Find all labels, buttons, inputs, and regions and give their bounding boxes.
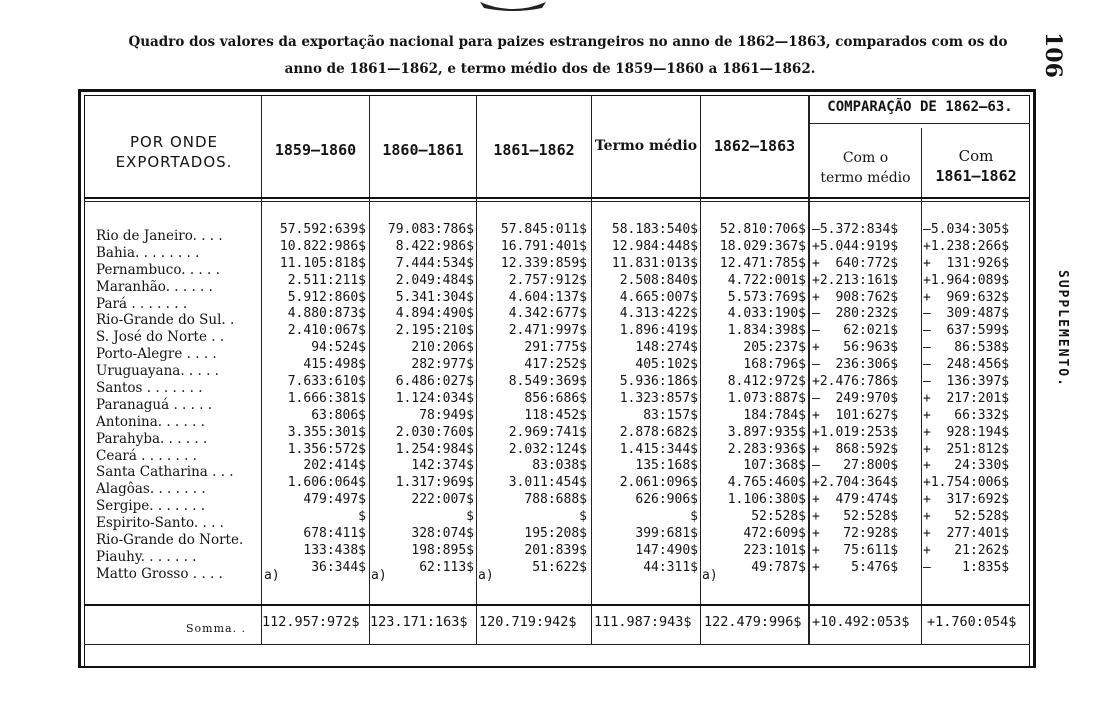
row-labels [96,228,264,583]
table-cell: 94:524$ [311,340,366,356]
header-rule [84,197,1030,199]
row-label: Paranaguá . . . . . [96,396,213,413]
table-cell: 3.355:301$ [287,424,366,440]
table-cell: — 236:306$ [812,357,899,373]
column-comp-1861-1862 [923,221,1029,576]
comparison-rule [809,123,1030,124]
table-cell: 1.666:381$ [287,390,366,406]
table-cell: +2.704:364$ [812,475,899,491]
table-cell: 4.765:460$ [727,475,806,491]
column-comp-termo-medio [812,221,920,576]
table-cell: 4.604:137$ [508,289,587,305]
table-cell: 788:688$ [524,492,587,508]
table-cell: —5.372:834$ [812,222,899,237]
table-cell: 2.195:210$ [395,323,474,339]
table-cell: 2.061:096$ [619,475,698,491]
table-cell: 44:311$ [643,559,698,575]
table-cell: 49:787$ [751,559,806,575]
table-cell: 417:252$ [524,357,587,373]
row-label: Sergipe. . . . . . . [96,498,206,515]
table-cell: + 969:632$ [923,289,1010,305]
table-cell: $ [579,509,587,525]
note-marker: a) [264,568,280,583]
column-1859-1860 [262,221,366,576]
table-cell: $ [690,509,698,525]
table-cell: 223:101$ [743,542,806,558]
table-cell: +1.754:006$ [923,475,1010,491]
table-cell: 1.073:887$ [727,390,806,406]
table-cell: 83:157$ [643,407,698,423]
table-cell: 201:839$ [524,542,587,558]
table-cell: 79.083:786$ [387,222,474,237]
total-1861-1862: 120.719:942$ [479,614,577,630]
note-marker: a) [478,568,494,583]
table-cell: 4.342:677$ [508,306,587,322]
table-cell: — 136:397$ [923,374,1010,390]
table-cell: 133:438$ [303,542,366,558]
table-cell: 2.969:741$ [508,424,587,440]
row-label: Uruguayana. . . . . [96,363,219,380]
table-cell: 63:806$ [311,407,366,423]
row-label: Piauhy. . . . . . . [96,548,197,565]
total-1862-1863: 122.479:996$ [704,614,802,630]
table-cell: 107:368$ [743,458,806,474]
table-cell: + 75:611$ [812,542,899,558]
table-cell: 8.549:369$ [508,374,587,390]
page-title-line1: Quadro dos valores da exportação nacional para paizes estrangeiros no anno de 1862—1863, comparados com os do [128,34,1008,50]
table-cell: 83:038$ [532,458,587,474]
table-cell: 2.757:912$ [508,272,587,288]
row-label: Antonina. . . . . . [96,413,205,430]
table-cell: 168:796$ [743,357,806,373]
bottom-rule [78,666,1036,668]
header-1861-1862: 1861—1862 [493,141,575,159]
table-cell: 12.339:859$ [500,255,587,271]
table-cell: + 908:762$ [812,289,899,305]
table-cell: 142:374$ [411,458,474,474]
table-cell: 5.912:860$ [287,289,366,305]
table-cell: 62:113$ [419,559,474,575]
header-comp-termo-medio: Com o termo médio [820,150,911,186]
total-1859-1860: 112.957:972$ [262,614,360,630]
table-cell: 4.894:490$ [395,306,474,322]
table-cell: +2.213:161$ [812,272,899,288]
table-cell: $ [358,509,366,525]
page-number: 106 [1040,32,1066,78]
table-cell: — 309:487$ [923,306,1010,322]
page-title-line2: anno de 1861—1862, e termo médio dos de 1859—1860 a 1861—1862. [284,61,816,77]
table-cell: 1.834:398$ [727,323,806,339]
table-cell: 12.471:785$ [719,255,806,271]
table-cell: 202:414$ [303,458,366,474]
table-cell: 58.183:540$ [611,222,698,237]
row-label: Parahyba. . . . . . [96,430,208,447]
table-cell: 1.606:064$ [287,475,366,491]
table-cell: 1.415:344$ [619,441,698,457]
row-label: Santa Catharina . . . [96,464,234,481]
totals-label: Somma. . [186,622,247,635]
table-cell: + 640:772$ [812,255,899,271]
table-cell: + 24:330$ [923,458,1010,474]
table-cell: 2.511:211$ [287,272,366,288]
table-cell: 328:074$ [411,526,474,542]
row-label: Maranhão. . . . . . [96,278,213,295]
table-cell: 856:686$ [524,390,587,406]
table-cell: + 66:332$ [923,407,1010,423]
column-termo-medio [592,221,698,576]
table-cell: 222:007$ [411,492,474,508]
table-cell: — 280:232$ [812,306,899,322]
side-label: SUPPLEMENTO. [1055,270,1070,388]
table-cell: 8.422:986$ [395,238,474,254]
table-cell: 1.323:857$ [619,390,698,406]
table-cell: + 56:963$ [812,340,899,356]
bottom-rule [84,644,1030,645]
table-cell: 4.880:873$ [287,306,366,322]
table-cell: 2.283:936$ [727,441,806,457]
table-cell: 4.722:001$ [727,272,806,288]
table-cell: 57.592:639$ [279,222,366,237]
table-cell: 2.032:124$ [508,441,587,457]
table-cell: 5.936:186$ [619,374,698,390]
table-cell: 4.665:007$ [619,289,698,305]
table-cell: 3.897:935$ [727,424,806,440]
table-cell: 1.254:984$ [395,441,474,457]
table-cell: 118:452$ [524,407,587,423]
table-cell: + 52:528$ [923,509,1010,525]
row-label: Pernambuco. . . . . [96,261,220,278]
column-1862-1863 [701,221,806,576]
table-cell: 11.105:818$ [279,255,366,271]
header-origin: POR ONDE EXPORTADOS. [115,133,233,171]
table-cell: 4.033:190$ [727,306,806,322]
table-cell: + 52:528$ [812,509,899,525]
table-cell: 36:344$ [311,559,366,575]
table-cell: 11.831:013$ [611,255,698,271]
header-comparison: COMPARAÇÃO DE 1862—63. [827,99,1013,115]
table-cell: 205:237$ [743,340,806,356]
table-cell: + 317:692$ [923,492,1010,508]
table-cell: 4.313:422$ [619,306,698,322]
column-1861-1862 [477,221,587,576]
header-1862-1863: 1862—1863 [713,137,796,155]
row-label: Bahia. . . . . . . . [96,244,200,261]
total-comp-termo-medio: +10.492:053$ [812,614,910,630]
table-cell: 1.896:419$ [619,323,698,339]
table-cell: 51:622$ [532,559,587,575]
table-cell: +1.238:266$ [923,238,1010,254]
table-cell: 1.124:034$ [395,390,474,406]
table-cell: 8.412:972$ [727,374,806,390]
table-cell: 1.356:572$ [287,441,366,457]
col-rule [921,128,922,645]
table-cell: + 21:262$ [923,542,1010,558]
row-label: S. José do Norte . . [96,329,225,346]
table-cell: 415:498$ [303,357,366,373]
table-cell: 78:949$ [419,407,474,423]
table-cell: — 1:835$ [923,559,1010,575]
top-ornament [478,0,548,12]
column-1860-1861 [370,221,474,576]
row-label: Espirito-Santo. . . . [96,515,224,532]
table-cell: 16.791:401$ [500,238,587,254]
row-label: Alagôas. . . . . . . [96,481,206,498]
table-cell: + 131:926$ [923,255,1010,271]
header-comp-1861-1862: Com 1861—1862 [935,147,1017,185]
table-cell: 2.410:067$ [287,323,366,339]
table-cell: 52:528$ [751,509,806,525]
table-cell: 1.106:380$ [727,492,806,508]
table-cell: 195:208$ [524,526,587,542]
totals-rule [84,604,1030,606]
table-cell: 2.049:484$ [395,272,474,288]
table-cell: 2.471:997$ [508,323,587,339]
table-cell: 198:895$ [411,542,474,558]
table-cell: 479:497$ [303,492,366,508]
table-cell: 18.029:367$ [719,238,806,254]
total-termo-medio: 111.987:943$ [594,614,692,630]
table-cell: — 62:021$ [812,323,899,339]
note-marker: a) [371,568,387,583]
row-label: Rio-Grande do Norte. [96,532,244,549]
table-cell: 7.444:534$ [395,255,474,271]
table-cell: +1.019:253$ [812,424,899,440]
table-cell: — 248:456$ [923,357,1010,373]
table-cell: — 249:970$ [812,390,899,406]
table-cell: — 86:538$ [923,340,1010,356]
table-cell: 184:784$ [743,407,806,423]
row-label: Porto-Alegre . . . . [96,346,217,363]
header-1859-1860: 1859—1860 [274,141,357,159]
table-cell: 626:906$ [635,492,698,508]
header-termo-medio: Termo médio [594,138,698,154]
table-cell: 7.633:610$ [287,374,366,390]
table-cell: 2.030:760$ [395,424,474,440]
table-cell: 57.845:011$ [500,222,587,237]
table-cell: 6.486:027$ [395,374,474,390]
table-cell: + 479:474$ [812,492,899,508]
table-cell: 399:681$ [635,526,698,542]
note-marker: a) [702,568,718,583]
table-cell: +2.476:786$ [812,374,899,390]
table-cell: + 101:627$ [812,407,899,423]
table-cell: 472:609$ [743,526,806,542]
table-cell: 210:206$ [411,340,474,356]
table-cell: +5.044:919$ [812,238,899,254]
table-cell: 291:775$ [524,340,587,356]
table-cell: 52.810:706$ [719,222,806,237]
row-label: Pará . . . . . . . [96,295,188,312]
table-cell: + 868:592$ [812,441,899,457]
row-label: Santos . . . . . . . [96,380,203,397]
table-cell: + 217:201$ [923,390,1010,406]
table-cell: $ [466,509,474,525]
row-label: Matto Grosso . . . . [96,565,223,582]
table-cell: 147:490$ [635,542,698,558]
table-cell: — 27:800$ [812,458,899,474]
table-cell: 2.878:682$ [619,424,698,440]
table-cell: 678:411$ [303,526,366,542]
row-label: Ceará . . . . . . . [96,447,197,464]
table-cell: 1.317:969$ [395,475,474,491]
table-cell: 405:102$ [635,357,698,373]
table-cell: 135:168$ [635,458,698,474]
header-rule [84,201,1030,202]
total-1860-1861: 123.171:163$ [370,614,468,630]
table-cell: 5.573:769$ [727,289,806,305]
table-cell: + 72:928$ [812,526,899,542]
header-1860-1861: 1860—1861 [382,141,464,159]
table-cell: 148:274$ [635,340,698,356]
table-cell: 2.508:840$ [619,272,698,288]
table-cell: —5.034:305$ [923,222,1010,237]
table-cell: 10.822:986$ [279,238,366,254]
table-cell: + 928:194$ [923,424,1010,440]
table-cell: + 5:476$ [812,559,899,575]
row-label: Rio de Janeiro. . . . [96,228,223,244]
table-cell: + 277:401$ [923,526,1010,542]
table-cell: 3.011:454$ [508,475,587,491]
table-cell: 282:977$ [411,357,474,373]
table-cell: 5.341:304$ [395,289,474,305]
table-cell: — 637:599$ [923,323,1010,339]
total-comp-1861-1862: +1.760:054$ [927,614,1017,630]
table-cell: +1.964:089$ [923,272,1010,288]
row-label: Rio-Grande do Sul. . [96,312,235,329]
table-cell: + 251:812$ [923,441,1010,457]
table-cell: 12.984:448$ [611,238,698,254]
